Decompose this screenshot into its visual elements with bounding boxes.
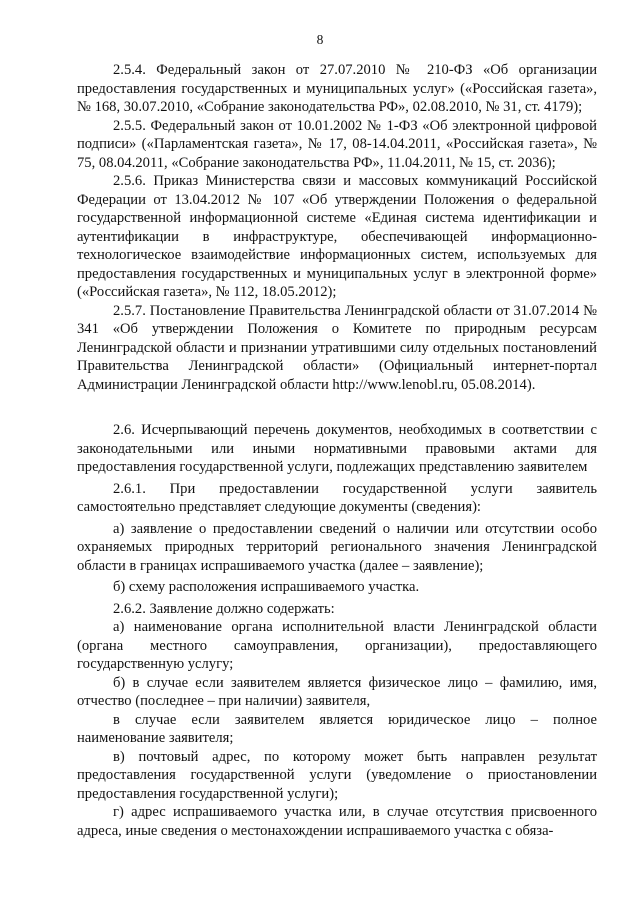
page-number: 8 [316, 32, 324, 47]
list-item-legal-entity: в случае если заявителем является юридическое лицо – полное наименование заявителя; [77, 711, 597, 746]
paragraph-2-5-6: 2.5.6. Приказ Министерства связи и массовых коммуникаций Российской Федерации от 13.04.2012 № 107 «Об утверждении Положения о федеральной государственной информационной системе «Единая система идентификации и аутентификации в инфраструктуре, обеспечивающей информационно-технологическое взаимодействие информационных систем, используемых для предоставления государственных и муниципальных услуг в электронной форме» («Российская газета», № 112, 18.05.2012); [77, 173, 597, 300]
list-item-b-scheme: б) схему расположения испрашиваемого участка. [113, 579, 420, 595]
list-item-a-authority: а) наименование органа исполнительной власти Ленинградской области (органа местного самоуправления, организации), предоставляющего государственную услугу; [77, 619, 597, 672]
paragraph-2-5-7: 2.5.7. Постановление Правительства Ленинградской области от 31.07.2014 № 341 «Об утверждении Положения о Комитете по природным ресурсам Ленинградской области и признании утратившими силу отдельных постановлений Правительства Ленинградской области» (Официальный интернет-портал Администрации Ленинградской области http://www.lenobl.ru, 05.08.2014). [77, 302, 597, 393]
document-body [77, 61, 597, 840]
paragraph-2-5-5: 2.5.5. Федеральный закон от 10.01.2002 № 1-ФЗ «Об электронной цифровой подписи» («Парламентская газета», № 17, 08-14.04.2011, «Российская газета», № 75, 08.04.2011, «Собрание законодательства РФ», 11.04.2011, № 15, ст. 2036); [77, 117, 597, 171]
list-item-v-postal-address: в) почтовый адрес, по которому может быть направлен результат предоставления государственной услуги (уведомление о приостановлении предоставления государственной услуги); [77, 748, 597, 802]
list-item-g-plot-address: г) адрес испрашиваемого участка или, в случае отсутствия присвоенного адреса, иные сведения о местонахождении испрашиваемого участка с обяза- [77, 804, 597, 839]
paragraph-2-6-heading: 2.6. Исчерпывающий перечень документов, необходимых в соответствии с законодательными или иными нормативными правовыми актами для предоставления государственной услуги, подлежащих представлению заявителем [77, 422, 597, 475]
paragraph-2-6-2: 2.6.2. Заявление должно содержать: [113, 600, 335, 617]
list-item-a-application: а) заявление о предоставлении сведений о наличии или отсутствии особо охраняемых природных территорий регионального значения Ленинградской области в границах испрашиваемого участка (далее – заявление); [77, 520, 597, 574]
paragraph-2-6-1: 2.6.1. При предоставлении государственной услуги заявитель самостоятельно представляет следующие документы (сведения): [77, 480, 597, 515]
paragraph-2-5-4: 2.5.4. Федеральный закон от 27.07.2010 № 210-ФЗ «Об организации предоставления государственных и муниципальных услуг» («Российская газета», № 168, 30.07.2010, «Собрание законодательства РФ», 02.08.2010, № 31, ст. 4179); [77, 62, 597, 115]
list-item-b-individual: б) в случае если заявителем является физическое лицо – фамилию, имя, отчество (последнее – при наличии) заявителя, [77, 674, 597, 709]
